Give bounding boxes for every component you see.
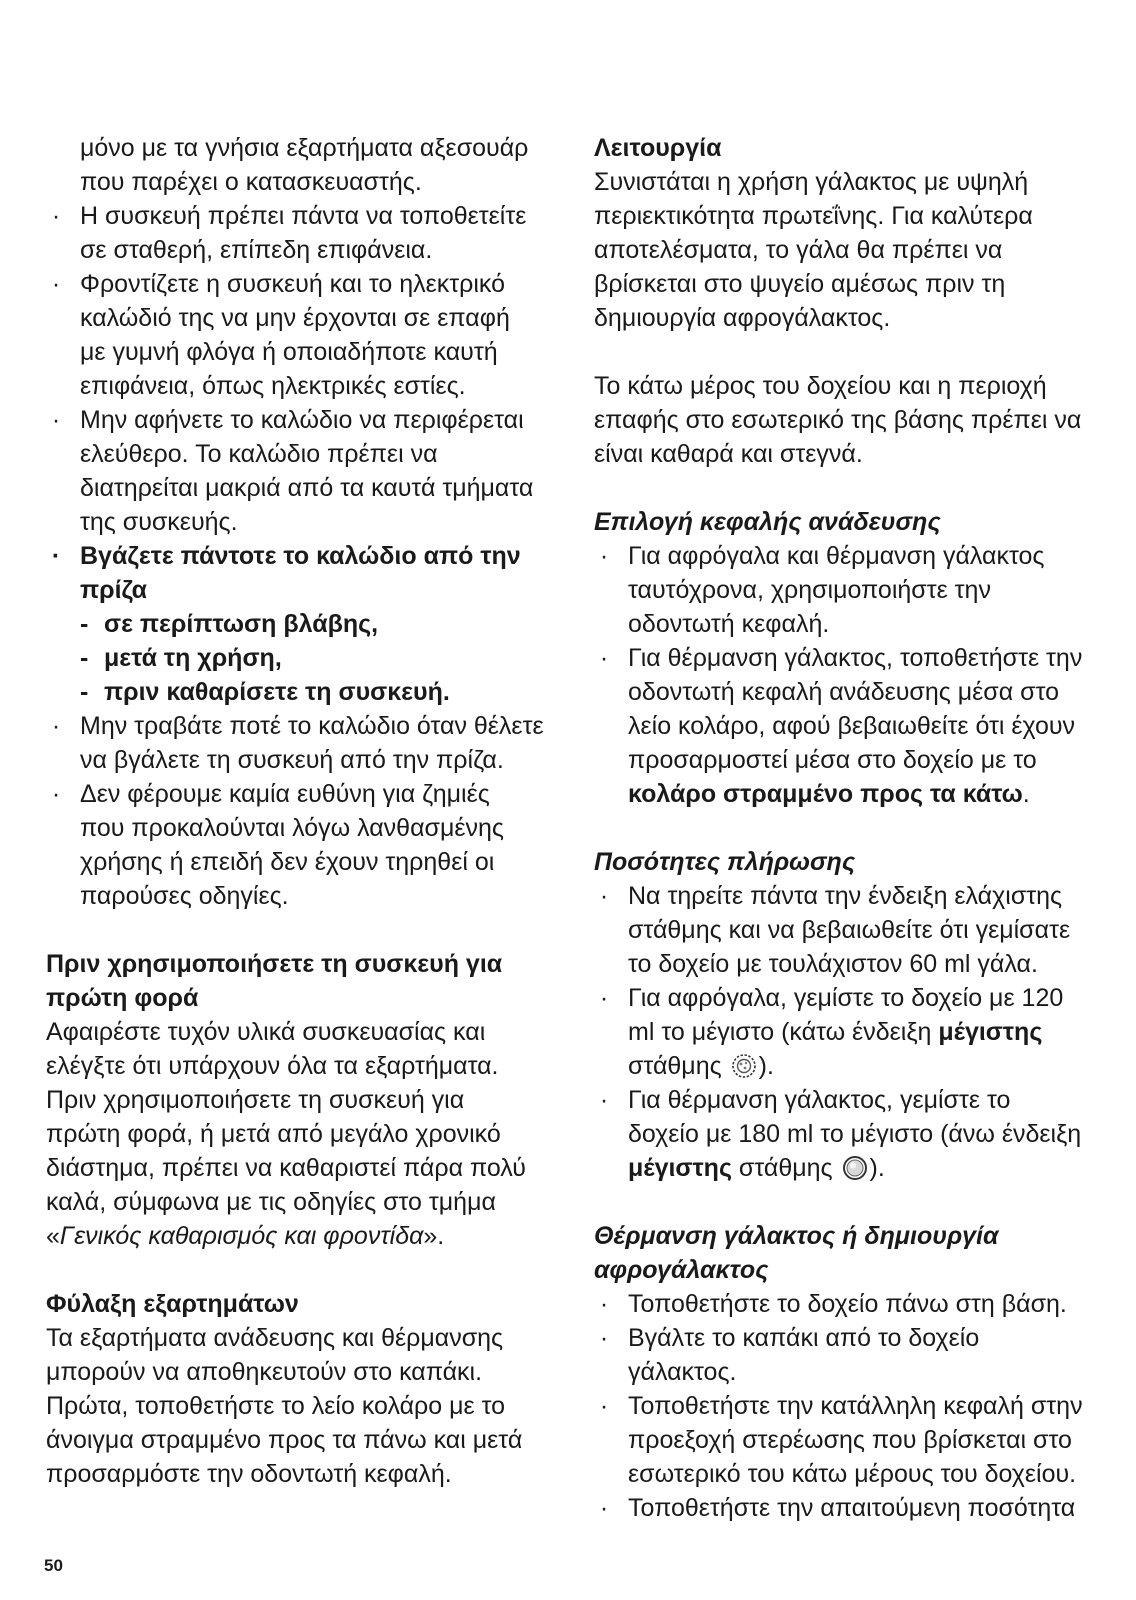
froth-level-icon — [730, 1052, 758, 1080]
page-number: 50 — [44, 1556, 63, 1575]
bullet-line: προεξοχή στερέωσης που βρίσκεται στο — [628, 1426, 1072, 1454]
bullet-line: εσωτερικό του κάτω μέρους του δοχείου. — [628, 1460, 1077, 1488]
body-line: καλά, σύμφωνα με τις οδηγίες στο τμήμα — [46, 1188, 496, 1216]
safety-bullet — [46, 403, 566, 539]
period: . — [1022, 780, 1030, 808]
text: στάθμης — [731, 1154, 840, 1182]
safety-bullet — [46, 267, 566, 403]
bullet-marker: · — [51, 270, 61, 298]
bullet-line: της συσκευής. — [80, 508, 238, 536]
text: ml το μέγιστο (κάτω ένδειξη — [628, 1018, 939, 1046]
body-line: άνοιγμα στραμμένο προς τα πάνω και μετά — [46, 1426, 523, 1454]
bullet-line: οδοντωτή κεφαλή ανάδευσης μέσα στο — [628, 678, 1059, 706]
heading-line: πρώτη φορά — [46, 984, 199, 1012]
bullet-marker: · — [51, 780, 61, 808]
unplug-item — [46, 641, 566, 675]
bullet-marker: · — [51, 712, 61, 740]
bullet-line: Να τηρείτε πάντα την ένδειξη ελάχιστης — [628, 882, 1063, 910]
unplug-bullet — [46, 539, 566, 607]
first-use-body — [46, 1015, 566, 1253]
body-line: δημιουργία αφρογάλακτος. — [594, 304, 891, 332]
body-line: ελέγξτε ότι υπάρχουν όλα τα εξαρτήματα. — [46, 1052, 499, 1080]
spacer — [594, 471, 1104, 505]
body-line: Το κάτω μέρος του δοχείου και η περιοχή — [594, 372, 1047, 400]
bullet-line — [628, 1049, 1104, 1083]
heading-line: Πριν χρησιμοποιήσετε τη συσκευή για — [46, 950, 503, 978]
bullet-line: Φροντίζετε η συσκευή και το ηλεκτρικό — [80, 270, 505, 298]
heating-bullet — [594, 1287, 1104, 1321]
body-line: βρίσκεται στο ψυγείο αμέσως πριν τη — [594, 270, 1006, 298]
bullet-line: οδοντωτή κεφαλή. — [628, 610, 830, 638]
intro-line: μόνο με τα γνήσια εξαρτήματα αξεσουάρ — [80, 134, 529, 162]
body-line: Αφαιρέστε τυχόν υλικά συσκευασίας και — [46, 1018, 486, 1046]
bullet-line: διατηρείται μακριά από τα καυτά τμήματα — [80, 474, 534, 502]
intro-line: που παρέχει ο κατασκευαστής. — [80, 168, 422, 196]
quote-close: ». — [423, 1222, 445, 1250]
section-reference: Γενικός καθαρισμός και φροντίδα — [59, 1222, 424, 1250]
heating-bullet — [594, 1321, 1104, 1389]
body-line: είναι καθαρά και στεγνά. — [594, 440, 863, 468]
unplug-item-text: πριν καθαρίσετε τη συσκευή. — [104, 678, 450, 706]
heading-line: αφρογάλακτος — [594, 1256, 769, 1284]
unplug-item — [46, 607, 566, 641]
fill-bullet — [594, 879, 1104, 981]
bullet-line: Τοποθετήστε το δοχείο πάνω στη βάση. — [628, 1290, 1067, 1318]
fill-heading: Ποσότητες πλήρωσης — [594, 848, 856, 876]
bullet-line: Βγάζετε πάντοτε το καλώδιο από την — [80, 542, 521, 570]
bullet-line: Για θέρμανση γάλακτος, γεμίστε το — [628, 1086, 1011, 1114]
heating-bullet — [594, 1389, 1104, 1491]
dash-marker: - — [80, 644, 89, 672]
bullet-line: καλώδιό της να μην έρχονται σε επαφή — [80, 304, 510, 332]
bullet-line: δοχείο με 180 ml το μέγιστο (άνω ένδειξη — [628, 1120, 1082, 1148]
bullet-marker: · — [599, 882, 609, 910]
dash-marker: - — [80, 678, 89, 706]
operation-para — [594, 369, 1104, 471]
operation-para — [594, 165, 1104, 335]
bullet-marker: · — [599, 984, 609, 1012]
safety-bullet — [46, 777, 566, 913]
head-choice-heading: Επιλογή κεφαλής ανάδευσης — [594, 508, 941, 536]
bullet-line: ταυτόχρονα, χρησιμοποιήστε την — [628, 576, 991, 604]
heating-bullet — [594, 1491, 1104, 1525]
bullet-marker: · — [599, 1086, 609, 1114]
bullet-line: λείο κολάρο, αφού βεβαιωθείτε ότι έχουν — [628, 712, 1076, 740]
spacer — [46, 913, 566, 947]
bullet-line: Για θέρμανση γάλακτος, τοποθετήστε την — [628, 644, 1083, 672]
bullet-line — [628, 1151, 1104, 1185]
storage-body — [46, 1321, 566, 1491]
bullet-marker: · — [51, 542, 61, 570]
bullet-line: Μην τραβάτε ποτέ το καλώδιο όταν θέλετε — [80, 712, 544, 740]
first-use-heading — [46, 947, 566, 1015]
body-line: αποτελέσματα, το γάλα θα πρέπει να — [594, 236, 1003, 264]
bullet-marker: · — [599, 542, 609, 570]
body-line: μπορούν να αποθηκευτούν στο καπάκι. — [46, 1358, 483, 1386]
bullet-line: Δεν φέρουμε καμία ευθύνη για ζημιές — [80, 780, 490, 808]
bullet-marker: · — [599, 1392, 609, 1420]
fill-bullet — [594, 981, 1104, 1083]
heating-heading — [594, 1219, 1104, 1287]
bullet-line: το δοχείο με τουλάχιστον 60 ml γάλα. — [628, 950, 1038, 978]
safety-bullet — [46, 709, 566, 777]
bullet-line: Τοποθετήστε την απαιτούμενη ποσότητα — [628, 1494, 1076, 1522]
unplug-item-text: σε περίπτωση βλάβης, — [104, 610, 379, 638]
text: ). — [758, 1052, 774, 1080]
bullet-line: Βγάλτε το καπάκι από το δοχείο — [628, 1324, 980, 1352]
bullet-marker: · — [599, 644, 609, 672]
body-line: Πριν χρησιμοποιήσετε τη συσκευή για — [46, 1086, 465, 1114]
left-column — [46, 131, 566, 1491]
bullet-line: χρήσης ή επειδή δεν έχουν τηρηθεί οι — [80, 848, 495, 876]
unplug-item — [46, 675, 566, 709]
emphasis-text: μέγιστης — [628, 1154, 732, 1182]
bullet-line: με γυμνή φλόγα ή οποιαδήποτε καυτή — [80, 338, 498, 366]
body-line-reference — [46, 1219, 566, 1253]
bullet-line: Η συσκευή πρέπει πάντα να τοποθετείτε — [80, 202, 527, 230]
spacer — [594, 1185, 1104, 1219]
spacer — [594, 335, 1104, 369]
body-line: διάστημα, πρέπει να καθαριστεί πάρα πολύ — [46, 1154, 526, 1182]
bullet-line: στάθμης και να βεβαιωθείτε ότι γεμίσατε — [628, 916, 1071, 944]
bullet-line: ελεύθερο. Το καλώδιο πρέπει να — [80, 440, 438, 468]
bullet-line: να βγάλετε τη συσκευή από την πρίζα. — [80, 746, 504, 774]
heading-line: Θέρμανση γάλακτος ή δημιουργία — [594, 1222, 999, 1250]
bullet-line: Μην αφήνετε το καλώδιο να περιφέρεται — [80, 406, 524, 434]
bullet-line: παρούσες οδηγίες. — [80, 882, 289, 910]
operation-heading: Λειτουργία — [594, 134, 722, 162]
body-line: Τα εξαρτήματα ανάδευσης και θέρμανσης — [46, 1324, 504, 1352]
heat-level-icon — [841, 1154, 869, 1182]
body-line: πρώτη φορά, ή μετά από μεγάλο χρονικό — [46, 1120, 501, 1148]
body-line: επαφής στο εσωτερικό της βάσης πρέπει να — [594, 406, 1082, 434]
bullet-line — [628, 1015, 1104, 1049]
right-column — [594, 131, 1104, 1525]
bullet-marker: · — [51, 406, 61, 434]
bullet-line: Για αφρόγαλα, γεμίστε το δοχείο με 120 — [628, 984, 1064, 1012]
storage-heading: Φύλαξη εξαρτημάτων — [46, 1290, 299, 1318]
text: ). — [869, 1154, 885, 1182]
dash-marker: - — [80, 610, 89, 638]
text: στάθμης — [628, 1052, 729, 1080]
bullet-line: πρίζα — [80, 576, 148, 604]
fill-bullet — [594, 1083, 1104, 1185]
intro-continuation — [46, 131, 566, 199]
emphasis-text: κολάρο στραμμένο προς τα κάτω — [628, 780, 1023, 808]
body-line: προσαρμόστε την οδοντωτή κεφαλή. — [46, 1460, 452, 1488]
quote-open: « — [46, 1222, 60, 1250]
bullet-marker: · — [599, 1324, 609, 1352]
spacer — [46, 1253, 566, 1287]
bullet-marker: · — [599, 1494, 609, 1522]
bullet-marker: · — [51, 202, 61, 230]
bullet-line: Τοποθετήστε την κατάλληλη κεφαλή στην — [628, 1392, 1083, 1420]
bullet-line — [628, 777, 1104, 811]
bullet-line: γάλακτος. — [628, 1358, 737, 1386]
bullet-line: που προκαλούνται λόγω λανθασμένης — [80, 814, 504, 842]
unplug-item-text: μετά τη χρήση, — [104, 644, 282, 672]
body-line: Πρώτα, τοποθετήστε το λείο κολάρο με το — [46, 1392, 506, 1420]
head-choice-bullet — [594, 641, 1104, 811]
bullet-line: επιφάνεια, όπως ηλεκτρικές εστίες. — [80, 372, 466, 400]
head-choice-bullet — [594, 539, 1104, 641]
body-line: περιεκτικότητα πρωτεΐνης. Για καλύτερα — [594, 202, 1033, 230]
bullet-line: προσαρμοστεί μέσα στο δοχείο με το — [628, 746, 1037, 774]
emphasis-text: μέγιστης — [938, 1018, 1043, 1046]
spacer — [594, 811, 1104, 845]
bullet-line: Για αφρόγαλα και θέρμανση γάλακτος — [628, 542, 1045, 570]
body-line: Συνιστάται η χρήση γάλακτος με υψηλή — [594, 168, 1029, 196]
safety-bullet — [46, 199, 566, 267]
bullet-line: σε σταθερή, επίπεδη επιφάνεια. — [80, 236, 433, 264]
bullet-marker: · — [599, 1290, 609, 1318]
